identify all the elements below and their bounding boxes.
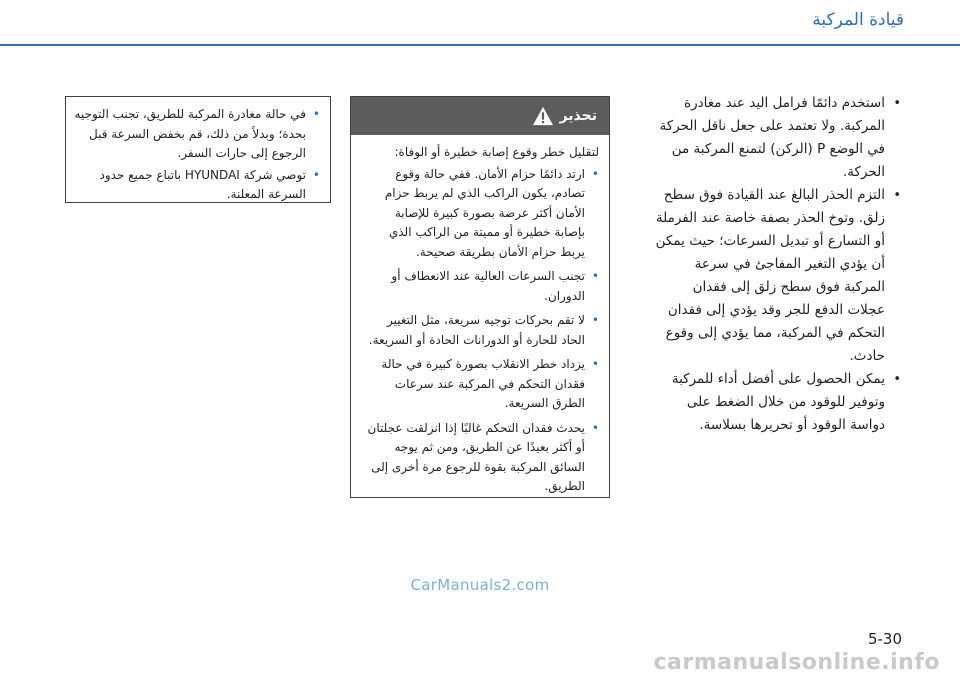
list-item [655, 92, 903, 184]
bullet-icon: • [591, 420, 599, 435]
continued-warning-box [65, 96, 331, 203]
bullet-icon: • [893, 188, 901, 203]
warning-triangle-icon [532, 106, 554, 126]
list-item [655, 184, 903, 368]
warning-item [74, 166, 320, 205]
header-divider [0, 44, 960, 46]
warning-item-text: لا تقم بحركات توجيه سريعة، مثل التغيير الحاد للحارة أو الدورانات الحادة أو السريعة. [368, 313, 585, 347]
site-watermark: CarManuals2.com [410, 576, 550, 594]
warning-body [351, 135, 609, 497]
bullet-icon: • [591, 357, 599, 371]
page-header-title: قيادة المركبة [812, 10, 904, 30]
bullet-icon: • [893, 372, 901, 387]
warning-item-text: ارتد دائمًا حزام الأمان. ففي حالة وقوع تصادم، يكون الراكب الذي لم يربط حزام الأمان أكثر عرضة بصورة كبيرة للإصابة بإصابة خطيرة أو مميتة من الراكب الذي يربط حزام الأمان بطريقة صحيحة. [384, 166, 585, 259]
bullet-icon: • [312, 167, 320, 182]
warning-item-text: في حالة مغادرة المركبة للطريق، تجنب التوجيه بحدة؛ وبدلاً من ذلك، قم بخفض السرعة قبل الرجوع إلى حارات السفر. [74, 107, 306, 160]
main-text-column [655, 92, 903, 437]
warning-item [361, 267, 599, 306]
page-number: 5-30 [867, 630, 902, 648]
warning-item [361, 419, 599, 497]
warning-intro: لتقليل خطر وقوع إصابة خطيرة أو الوفاة: [394, 145, 599, 159]
warning-item-text: يزداد خطر الانقلاب بصورة كبيرة في حالة فقدان التحكم في المركبة عند سرعات الطرق السريعة. [381, 357, 585, 410]
bullet-icon: • [893, 96, 901, 111]
list-item-text: التزم الحذر البالغ عند القيادة فوق سطح زلق. وتوخ الحذر بصفة خاصة عند الفرملة أو التسارع أو تبديل السرعات؛ حيث يمكن أن يؤدي التغير المفاجئ في سرعة المركبة فوق سطح زلق إلى فقدان عجلات الدفع للجر وقد يؤدي إلى فقدان التحكم في المركبة، مما يؤدي إلى وقوع حادث. [655, 187, 885, 364]
warning-item [361, 355, 599, 414]
list-item-text: استخدم دائمًا فرامل اليد عند مغادرة المركبة. ولا تعتمد على جعل ناقل الحركة في الوضع P (الركن) لتمنع المركبة من الحركة. [659, 95, 885, 180]
warning-item [361, 311, 599, 350]
warning-item [74, 105, 320, 164]
warning-item [361, 165, 599, 263]
warning-box [350, 96, 610, 498]
warning-header [351, 97, 609, 135]
list-item [655, 368, 903, 437]
list-item-text: يمكن الحصول على أفضل أداء للمركبة وتوفير للوقود من خلال الضغط على دواسة الوقود أو تحريرها بسلاسة. [671, 371, 885, 433]
bullet-icon: • [312, 107, 320, 121]
bullet-icon: • [591, 269, 599, 283]
warning-item-text: يحدث فقدان التحكم غالبًا إذا انزلقت عجلتان أو أكثر بعيدًا عن الطريق، ومن ثم يوجه السائق المركبة بقوة للرجوع مرة أخرى إلى الطريق. [367, 420, 585, 493]
warning-title: تحذير [559, 108, 597, 124]
bullet-icon: • [591, 166, 599, 181]
footer-watermark: carmanualsonline.info [653, 650, 940, 675]
warning-item-text: تجنب السرعات العالية عند الانعطاف أو الدوران. [391, 269, 585, 303]
warning-item-text: توصي شركة HYUNDAI باتباع جميع حدود السرعة المعلنة. [99, 167, 306, 201]
bullet-icon: • [591, 313, 599, 327]
